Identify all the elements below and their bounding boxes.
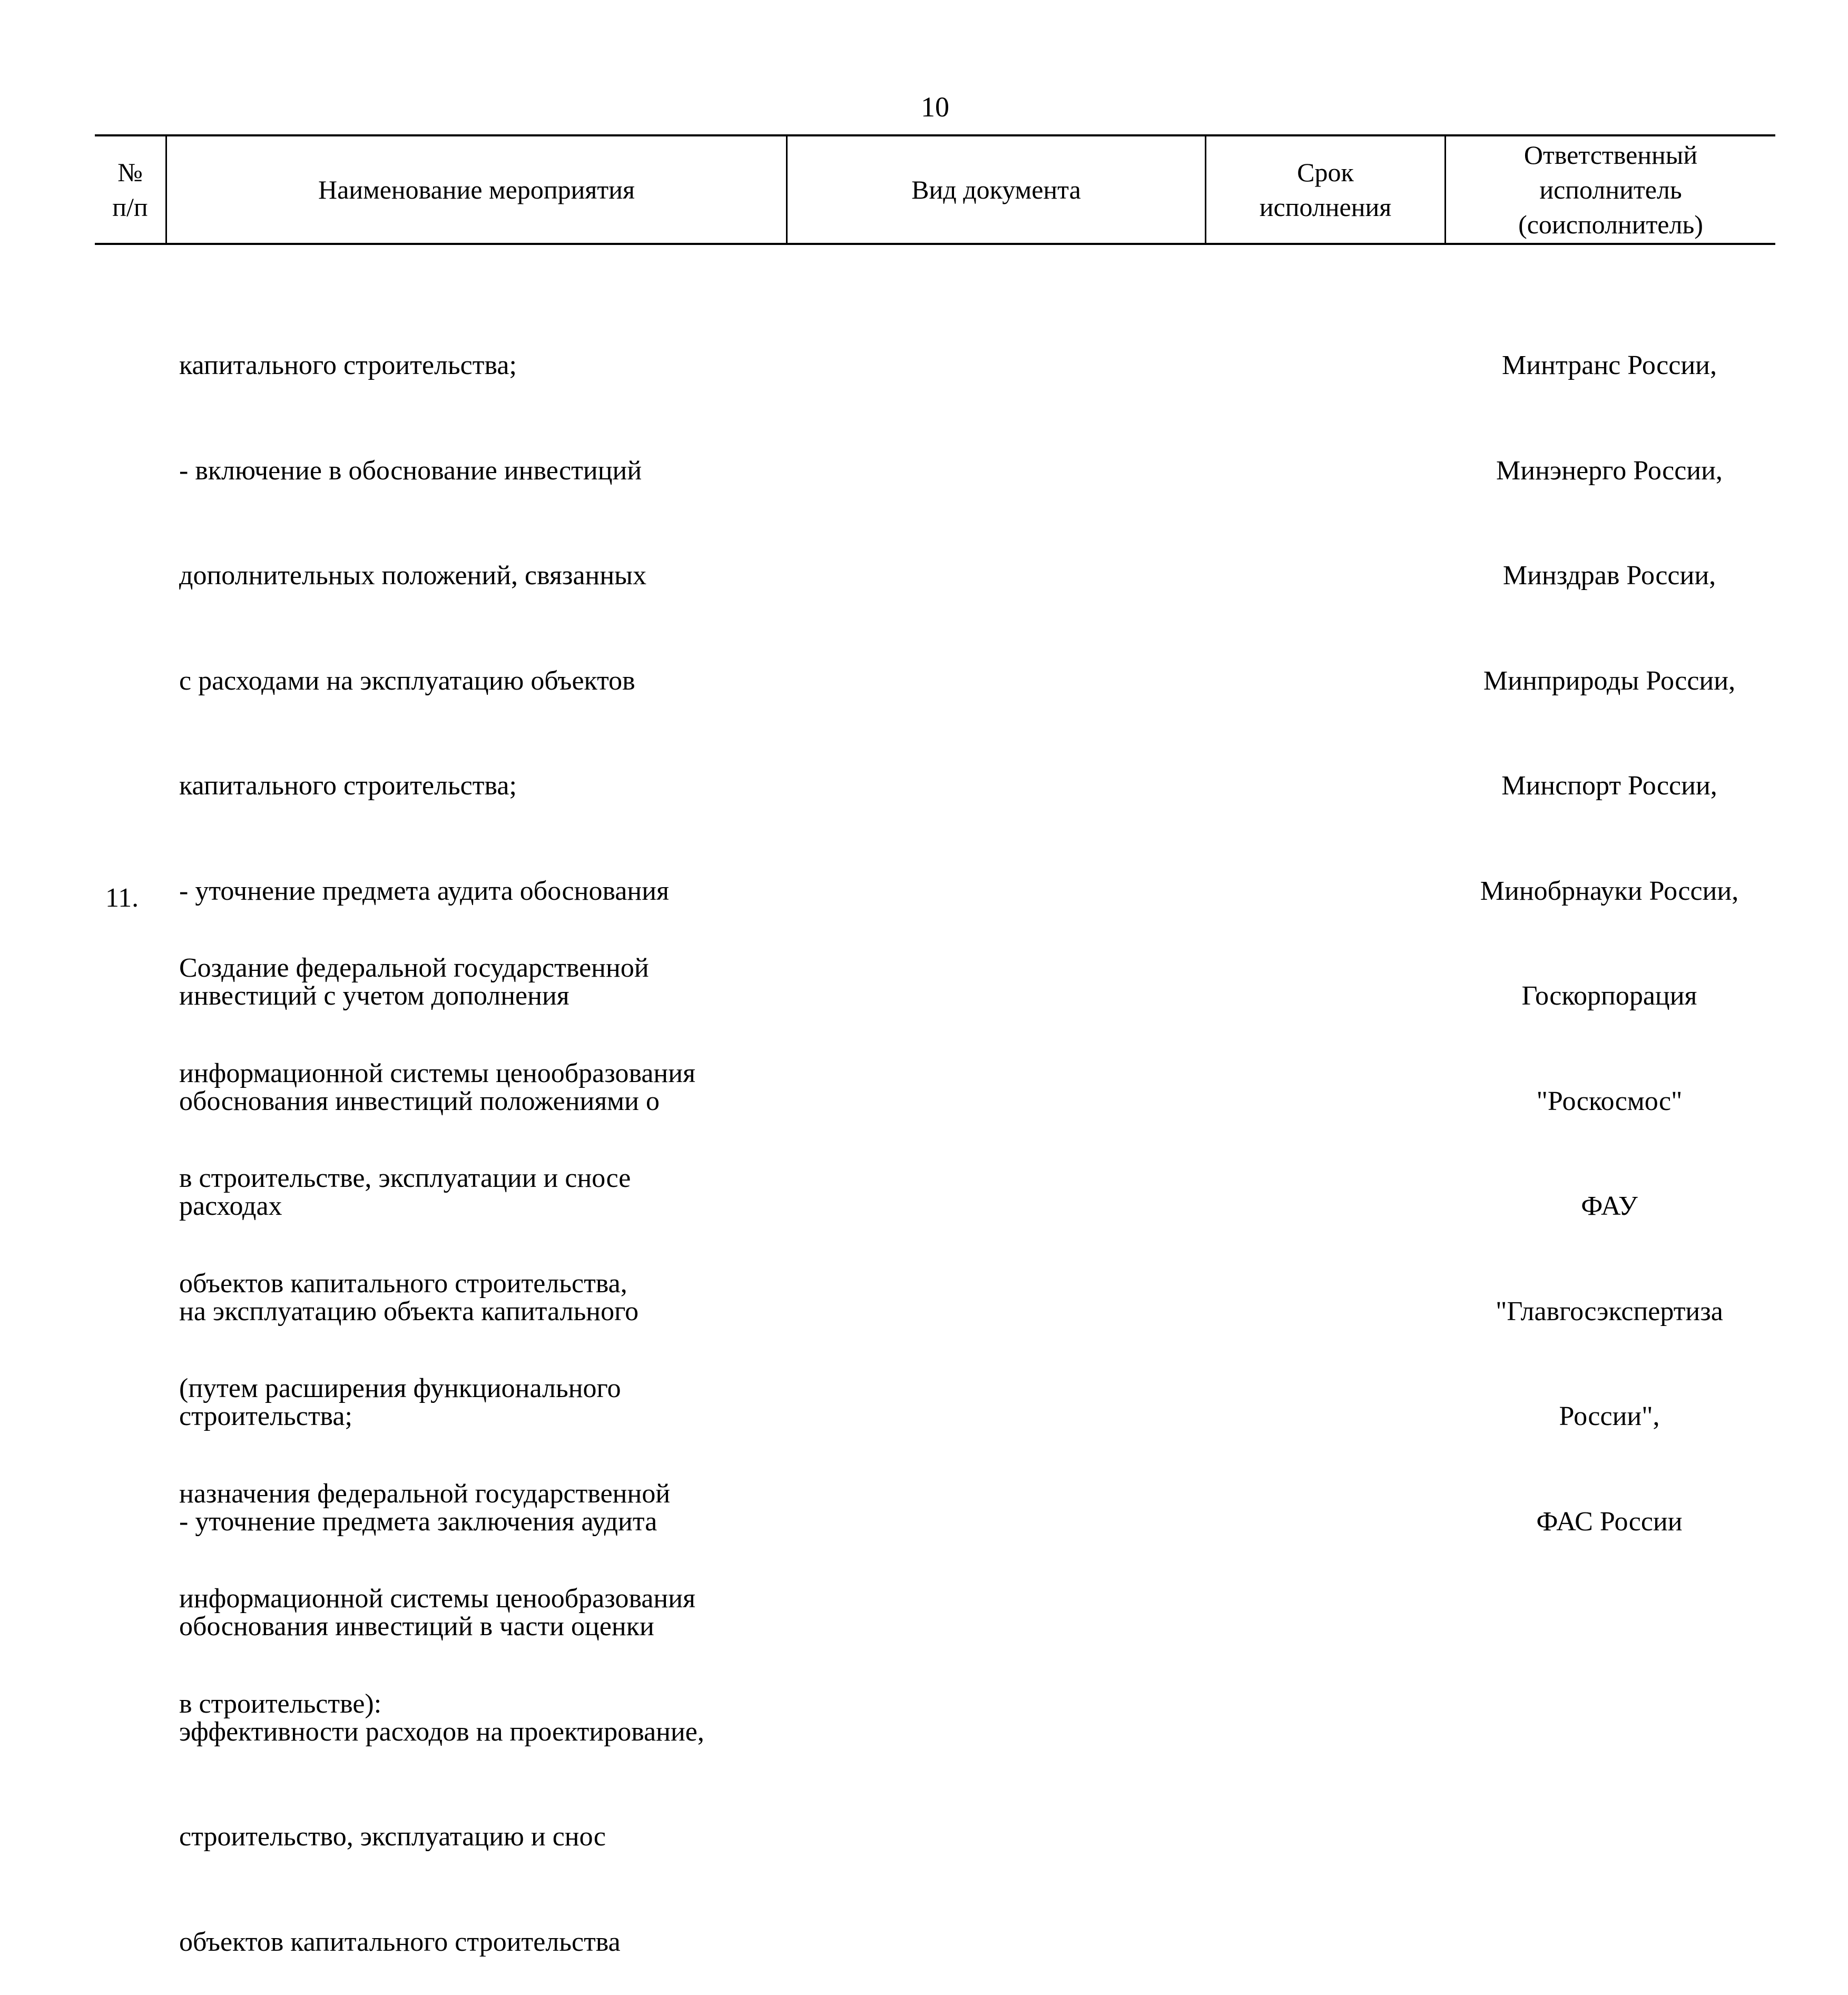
header-responsible-line: (соисполнитель) (1518, 210, 1703, 239)
text-line: строительство, эксплуатацию и снос (179, 1822, 606, 1852)
header-term-line: исполнения (1259, 192, 1392, 222)
header-doc-type: Вид документа (788, 136, 1206, 243)
responsible-line: Минобрнауки России, (1480, 876, 1739, 906)
text-line: обоснования инвестиций положениями о (179, 1086, 660, 1116)
header-num (95, 136, 167, 243)
text-line: (путем расширения функционального (179, 1373, 621, 1403)
text-line: в строительстве, эксплуатации и сносе (179, 1163, 631, 1193)
continuation-responsible-text (1446, 278, 1773, 1575)
header-responsible-line: Ответственный (1523, 140, 1698, 170)
header-num-line: № (117, 158, 143, 187)
text-line: инвестиций с учетом дополнения (179, 981, 569, 1011)
header-num-line: п/п (112, 192, 148, 222)
text-line: - уточнение предмета аудита обоснования (179, 876, 669, 906)
responsible-line: Минприроды России, (1483, 665, 1736, 696)
responsible-line: "Роскосмос" (1536, 1086, 1683, 1116)
text-line: в строительстве): (179, 1688, 382, 1719)
text-line: - включение в обоснование инвестиций (179, 455, 642, 486)
header-responsible (1446, 136, 1775, 243)
header-responsible-line: исполнитель (1539, 175, 1682, 204)
text-line: обоснования инвестиций в части оценки (179, 1611, 654, 1642)
text-line: - уточнение предмета заключения аудита (179, 1506, 657, 1537)
text-line: капитального строительства; (179, 771, 517, 801)
text-line: информационной системы ценообразования (179, 1058, 696, 1088)
responsible-line: Минспорт России, (1501, 771, 1717, 801)
responsible-line: Минтранс России, (1502, 350, 1717, 380)
responsible-line: ФАС России (1536, 1506, 1683, 1537)
text-line: строительства; (179, 1401, 352, 1431)
text-line: с расходами на эксплуатацию объектов (179, 665, 635, 696)
responsible-line: Минздрав России, (1502, 561, 1716, 591)
text-line: объектов капитального строительства, (179, 1268, 627, 1299)
text-line: назначения федеральной государственной (179, 1478, 671, 1509)
text-line: капитального строительства; (179, 350, 517, 380)
text-line: Создание федеральной государственной (179, 953, 649, 983)
responsible-line: Госкорпорация (1521, 981, 1697, 1011)
item-11-name-text (179, 881, 695, 1757)
text-line: расходах (179, 1191, 282, 1221)
item-11-number: 11. (105, 883, 139, 913)
header-term (1206, 136, 1446, 243)
responsible-line: России", (1559, 1401, 1660, 1431)
responsible-line: Минэнерго России, (1496, 455, 1723, 486)
header-term-line: Срок (1297, 158, 1354, 187)
text-line: эффективности расходов на проектирование, (179, 1716, 704, 1747)
table-header (95, 134, 1775, 245)
text-line: дополнительных положений, связанных (179, 561, 647, 591)
page-number: 10 (921, 91, 949, 123)
responsible-line: ФАУ (1581, 1191, 1638, 1221)
text-line: объектов капитального строительства (179, 1927, 621, 1957)
text-line: на эксплуатацию объекта капитального (179, 1296, 639, 1326)
header-name: Наименование мероприятия (167, 136, 788, 243)
text-line: информационной системы ценообразования (179, 1584, 696, 1614)
responsible-line: "Главгосэкспертиза (1496, 1296, 1723, 1326)
